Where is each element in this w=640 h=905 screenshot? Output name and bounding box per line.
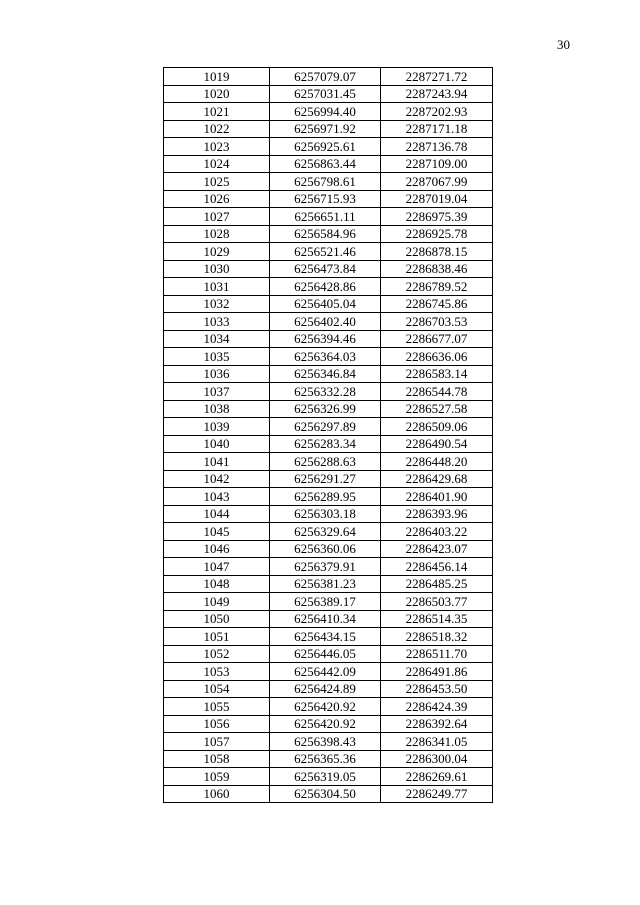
- point-number-cell: 1055: [164, 698, 270, 716]
- x-coordinate-cell: 6256994.40: [270, 103, 381, 121]
- table-row: [164, 313, 493, 331]
- x-coordinate-cell: 6256473.84: [270, 260, 381, 278]
- x-coordinate-cell: 6257031.45: [270, 85, 381, 103]
- y-coordinate-cell: 2286925.78: [381, 225, 493, 243]
- point-number-cell: 1050: [164, 610, 270, 628]
- point-number-cell: 1057: [164, 733, 270, 751]
- table-row: [164, 593, 493, 611]
- y-coordinate-cell: 2286838.46: [381, 260, 493, 278]
- y-coordinate-cell: 2286485.25: [381, 575, 493, 593]
- point-number-cell: 1047: [164, 558, 270, 576]
- table-row: [164, 400, 493, 418]
- point-number-cell: 1024: [164, 155, 270, 173]
- table-row: [164, 470, 493, 488]
- table-row: [164, 68, 493, 86]
- point-number-cell: 1033: [164, 313, 270, 331]
- x-coordinate-cell: 6256584.96: [270, 225, 381, 243]
- table-row: [164, 85, 493, 103]
- table-row: [164, 243, 493, 261]
- point-number-cell: 1021: [164, 103, 270, 121]
- x-coordinate-cell: 6256346.84: [270, 365, 381, 383]
- y-coordinate-cell: 2286975.39: [381, 208, 493, 226]
- y-coordinate-cell: 2286249.77: [381, 785, 493, 803]
- table-row: [164, 190, 493, 208]
- x-coordinate-cell: 6256925.61: [270, 138, 381, 156]
- table-row: [164, 733, 493, 751]
- x-coordinate-cell: 6256289.95: [270, 488, 381, 506]
- y-coordinate-cell: 2286636.06: [381, 348, 493, 366]
- x-coordinate-cell: 6257079.07: [270, 68, 381, 86]
- table-row: [164, 575, 493, 593]
- point-number-cell: 1049: [164, 593, 270, 611]
- x-coordinate-cell: 6256379.91: [270, 558, 381, 576]
- x-coordinate-cell: 6256389.17: [270, 593, 381, 611]
- x-coordinate-cell: 6256288.63: [270, 453, 381, 471]
- table-row: [164, 225, 493, 243]
- point-number-cell: 1044: [164, 505, 270, 523]
- point-number-cell: 1042: [164, 470, 270, 488]
- x-coordinate-cell: 6256434.15: [270, 628, 381, 646]
- x-coordinate-cell: 6256715.93: [270, 190, 381, 208]
- y-coordinate-cell: 2286456.14: [381, 558, 493, 576]
- table-row: [164, 348, 493, 366]
- table-row: [164, 715, 493, 733]
- y-coordinate-cell: 2287271.72: [381, 68, 493, 86]
- point-number-cell: 1060: [164, 785, 270, 803]
- y-coordinate-cell: 2286511.70: [381, 645, 493, 663]
- x-coordinate-cell: 6256424.89: [270, 680, 381, 698]
- table-row: [164, 698, 493, 716]
- y-coordinate-cell: 2286453.50: [381, 680, 493, 698]
- y-coordinate-cell: 2286448.20: [381, 453, 493, 471]
- x-coordinate-cell: 6256283.34: [270, 435, 381, 453]
- point-number-cell: 1032: [164, 295, 270, 313]
- x-coordinate-cell: 6256303.18: [270, 505, 381, 523]
- y-coordinate-cell: 2287019.04: [381, 190, 493, 208]
- point-number-cell: 1035: [164, 348, 270, 366]
- table-row: [164, 383, 493, 401]
- y-coordinate-cell: 2287243.94: [381, 85, 493, 103]
- point-number-cell: 1031: [164, 278, 270, 296]
- coordinates-table-body: [164, 68, 493, 803]
- point-number-cell: 1034: [164, 330, 270, 348]
- table-row: [164, 523, 493, 541]
- point-number-cell: 1058: [164, 750, 270, 768]
- table-row: [164, 453, 493, 471]
- y-coordinate-cell: 2286269.61: [381, 768, 493, 786]
- x-coordinate-cell: 6256364.03: [270, 348, 381, 366]
- point-number-cell: 1027: [164, 208, 270, 226]
- x-coordinate-cell: 6256329.64: [270, 523, 381, 541]
- table-row: [164, 260, 493, 278]
- y-coordinate-cell: 2286300.04: [381, 750, 493, 768]
- y-coordinate-cell: 2286878.15: [381, 243, 493, 261]
- y-coordinate-cell: 2286392.64: [381, 715, 493, 733]
- y-coordinate-cell: 2287067.99: [381, 173, 493, 191]
- point-number-cell: 1030: [164, 260, 270, 278]
- x-coordinate-cell: 6256332.28: [270, 383, 381, 401]
- x-coordinate-cell: 6256651.11: [270, 208, 381, 226]
- point-number-cell: 1053: [164, 663, 270, 681]
- y-coordinate-cell: 2286677.07: [381, 330, 493, 348]
- point-number-cell: 1038: [164, 400, 270, 418]
- point-number-cell: 1051: [164, 628, 270, 646]
- y-coordinate-cell: 2286423.07: [381, 540, 493, 558]
- y-coordinate-cell: 2286518.32: [381, 628, 493, 646]
- y-coordinate-cell: 2286490.54: [381, 435, 493, 453]
- table-row: [164, 628, 493, 646]
- y-coordinate-cell: 2286401.90: [381, 488, 493, 506]
- table-row: [164, 173, 493, 191]
- y-coordinate-cell: 2286527.58: [381, 400, 493, 418]
- point-number-cell: 1043: [164, 488, 270, 506]
- table-row: [164, 155, 493, 173]
- point-number-cell: 1059: [164, 768, 270, 786]
- point-number-cell: 1028: [164, 225, 270, 243]
- y-coordinate-cell: 2286745.86: [381, 295, 493, 313]
- table-row: [164, 488, 493, 506]
- y-coordinate-cell: 2287171.18: [381, 120, 493, 138]
- point-number-cell: 1020: [164, 85, 270, 103]
- table-row: [164, 365, 493, 383]
- table-row: [164, 418, 493, 436]
- point-number-cell: 1039: [164, 418, 270, 436]
- x-coordinate-cell: 6256446.05: [270, 645, 381, 663]
- x-coordinate-cell: 6256402.40: [270, 313, 381, 331]
- y-coordinate-cell: 2286514.35: [381, 610, 493, 628]
- x-coordinate-cell: 6256420.92: [270, 698, 381, 716]
- point-number-cell: 1023: [164, 138, 270, 156]
- y-coordinate-cell: 2286583.14: [381, 365, 493, 383]
- table-row: [164, 663, 493, 681]
- y-coordinate-cell: 2287136.78: [381, 138, 493, 156]
- table-row: [164, 645, 493, 663]
- coordinates-table: [163, 67, 493, 803]
- x-coordinate-cell: 6256297.89: [270, 418, 381, 436]
- x-coordinate-cell: 6256381.23: [270, 575, 381, 593]
- table-row: [164, 540, 493, 558]
- point-number-cell: 1029: [164, 243, 270, 261]
- x-coordinate-cell: 6256405.04: [270, 295, 381, 313]
- y-coordinate-cell: 2286491.86: [381, 663, 493, 681]
- table-row: [164, 785, 493, 803]
- x-coordinate-cell: 6256971.92: [270, 120, 381, 138]
- point-number-cell: 1025: [164, 173, 270, 191]
- point-number-cell: 1040: [164, 435, 270, 453]
- x-coordinate-cell: 6256326.99: [270, 400, 381, 418]
- x-coordinate-cell: 6256304.50: [270, 785, 381, 803]
- x-coordinate-cell: 6256442.09: [270, 663, 381, 681]
- table-row: [164, 750, 493, 768]
- table-row: [164, 120, 493, 138]
- y-coordinate-cell: 2286403.22: [381, 523, 493, 541]
- x-coordinate-cell: 6256420.92: [270, 715, 381, 733]
- point-number-cell: 1056: [164, 715, 270, 733]
- point-number-cell: 1019: [164, 68, 270, 86]
- point-number-cell: 1036: [164, 365, 270, 383]
- x-coordinate-cell: 6256319.05: [270, 768, 381, 786]
- table-row: [164, 138, 493, 156]
- point-number-cell: 1048: [164, 575, 270, 593]
- y-coordinate-cell: 2286393.96: [381, 505, 493, 523]
- table-row: [164, 208, 493, 226]
- point-number-cell: 1052: [164, 645, 270, 663]
- x-coordinate-cell: 6256410.34: [270, 610, 381, 628]
- table-row: [164, 295, 493, 313]
- y-coordinate-cell: 2286341.05: [381, 733, 493, 751]
- table-row: [164, 680, 493, 698]
- page-number: 30: [557, 37, 570, 52]
- y-coordinate-cell: 2286509.06: [381, 418, 493, 436]
- table-row: [164, 505, 493, 523]
- table-row: [164, 330, 493, 348]
- y-coordinate-cell: 2287109.00: [381, 155, 493, 173]
- table-row: [164, 768, 493, 786]
- table-row: [164, 103, 493, 121]
- point-number-cell: 1046: [164, 540, 270, 558]
- point-number-cell: 1041: [164, 453, 270, 471]
- x-coordinate-cell: 6256863.44: [270, 155, 381, 173]
- x-coordinate-cell: 6256291.27: [270, 470, 381, 488]
- y-coordinate-cell: 2286503.77: [381, 593, 493, 611]
- x-coordinate-cell: 6256394.46: [270, 330, 381, 348]
- y-coordinate-cell: 2286789.52: [381, 278, 493, 296]
- x-coordinate-cell: 6256365.36: [270, 750, 381, 768]
- x-coordinate-cell: 6256798.61: [270, 173, 381, 191]
- point-number-cell: 1045: [164, 523, 270, 541]
- point-number-cell: 1054: [164, 680, 270, 698]
- y-coordinate-cell: 2286424.39: [381, 698, 493, 716]
- x-coordinate-cell: 6256360.06: [270, 540, 381, 558]
- y-coordinate-cell: 2286429.68: [381, 470, 493, 488]
- point-number-cell: 1026: [164, 190, 270, 208]
- point-number-cell: 1022: [164, 120, 270, 138]
- x-coordinate-cell: 6256398.43: [270, 733, 381, 751]
- table-row: [164, 278, 493, 296]
- table-row: [164, 435, 493, 453]
- table-row: [164, 558, 493, 576]
- y-coordinate-cell: 2286544.78: [381, 383, 493, 401]
- y-coordinate-cell: 2287202.93: [381, 103, 493, 121]
- y-coordinate-cell: 2286703.53: [381, 313, 493, 331]
- x-coordinate-cell: 6256428.86: [270, 278, 381, 296]
- table-row: [164, 610, 493, 628]
- x-coordinate-cell: 6256521.46: [270, 243, 381, 261]
- point-number-cell: 1037: [164, 383, 270, 401]
